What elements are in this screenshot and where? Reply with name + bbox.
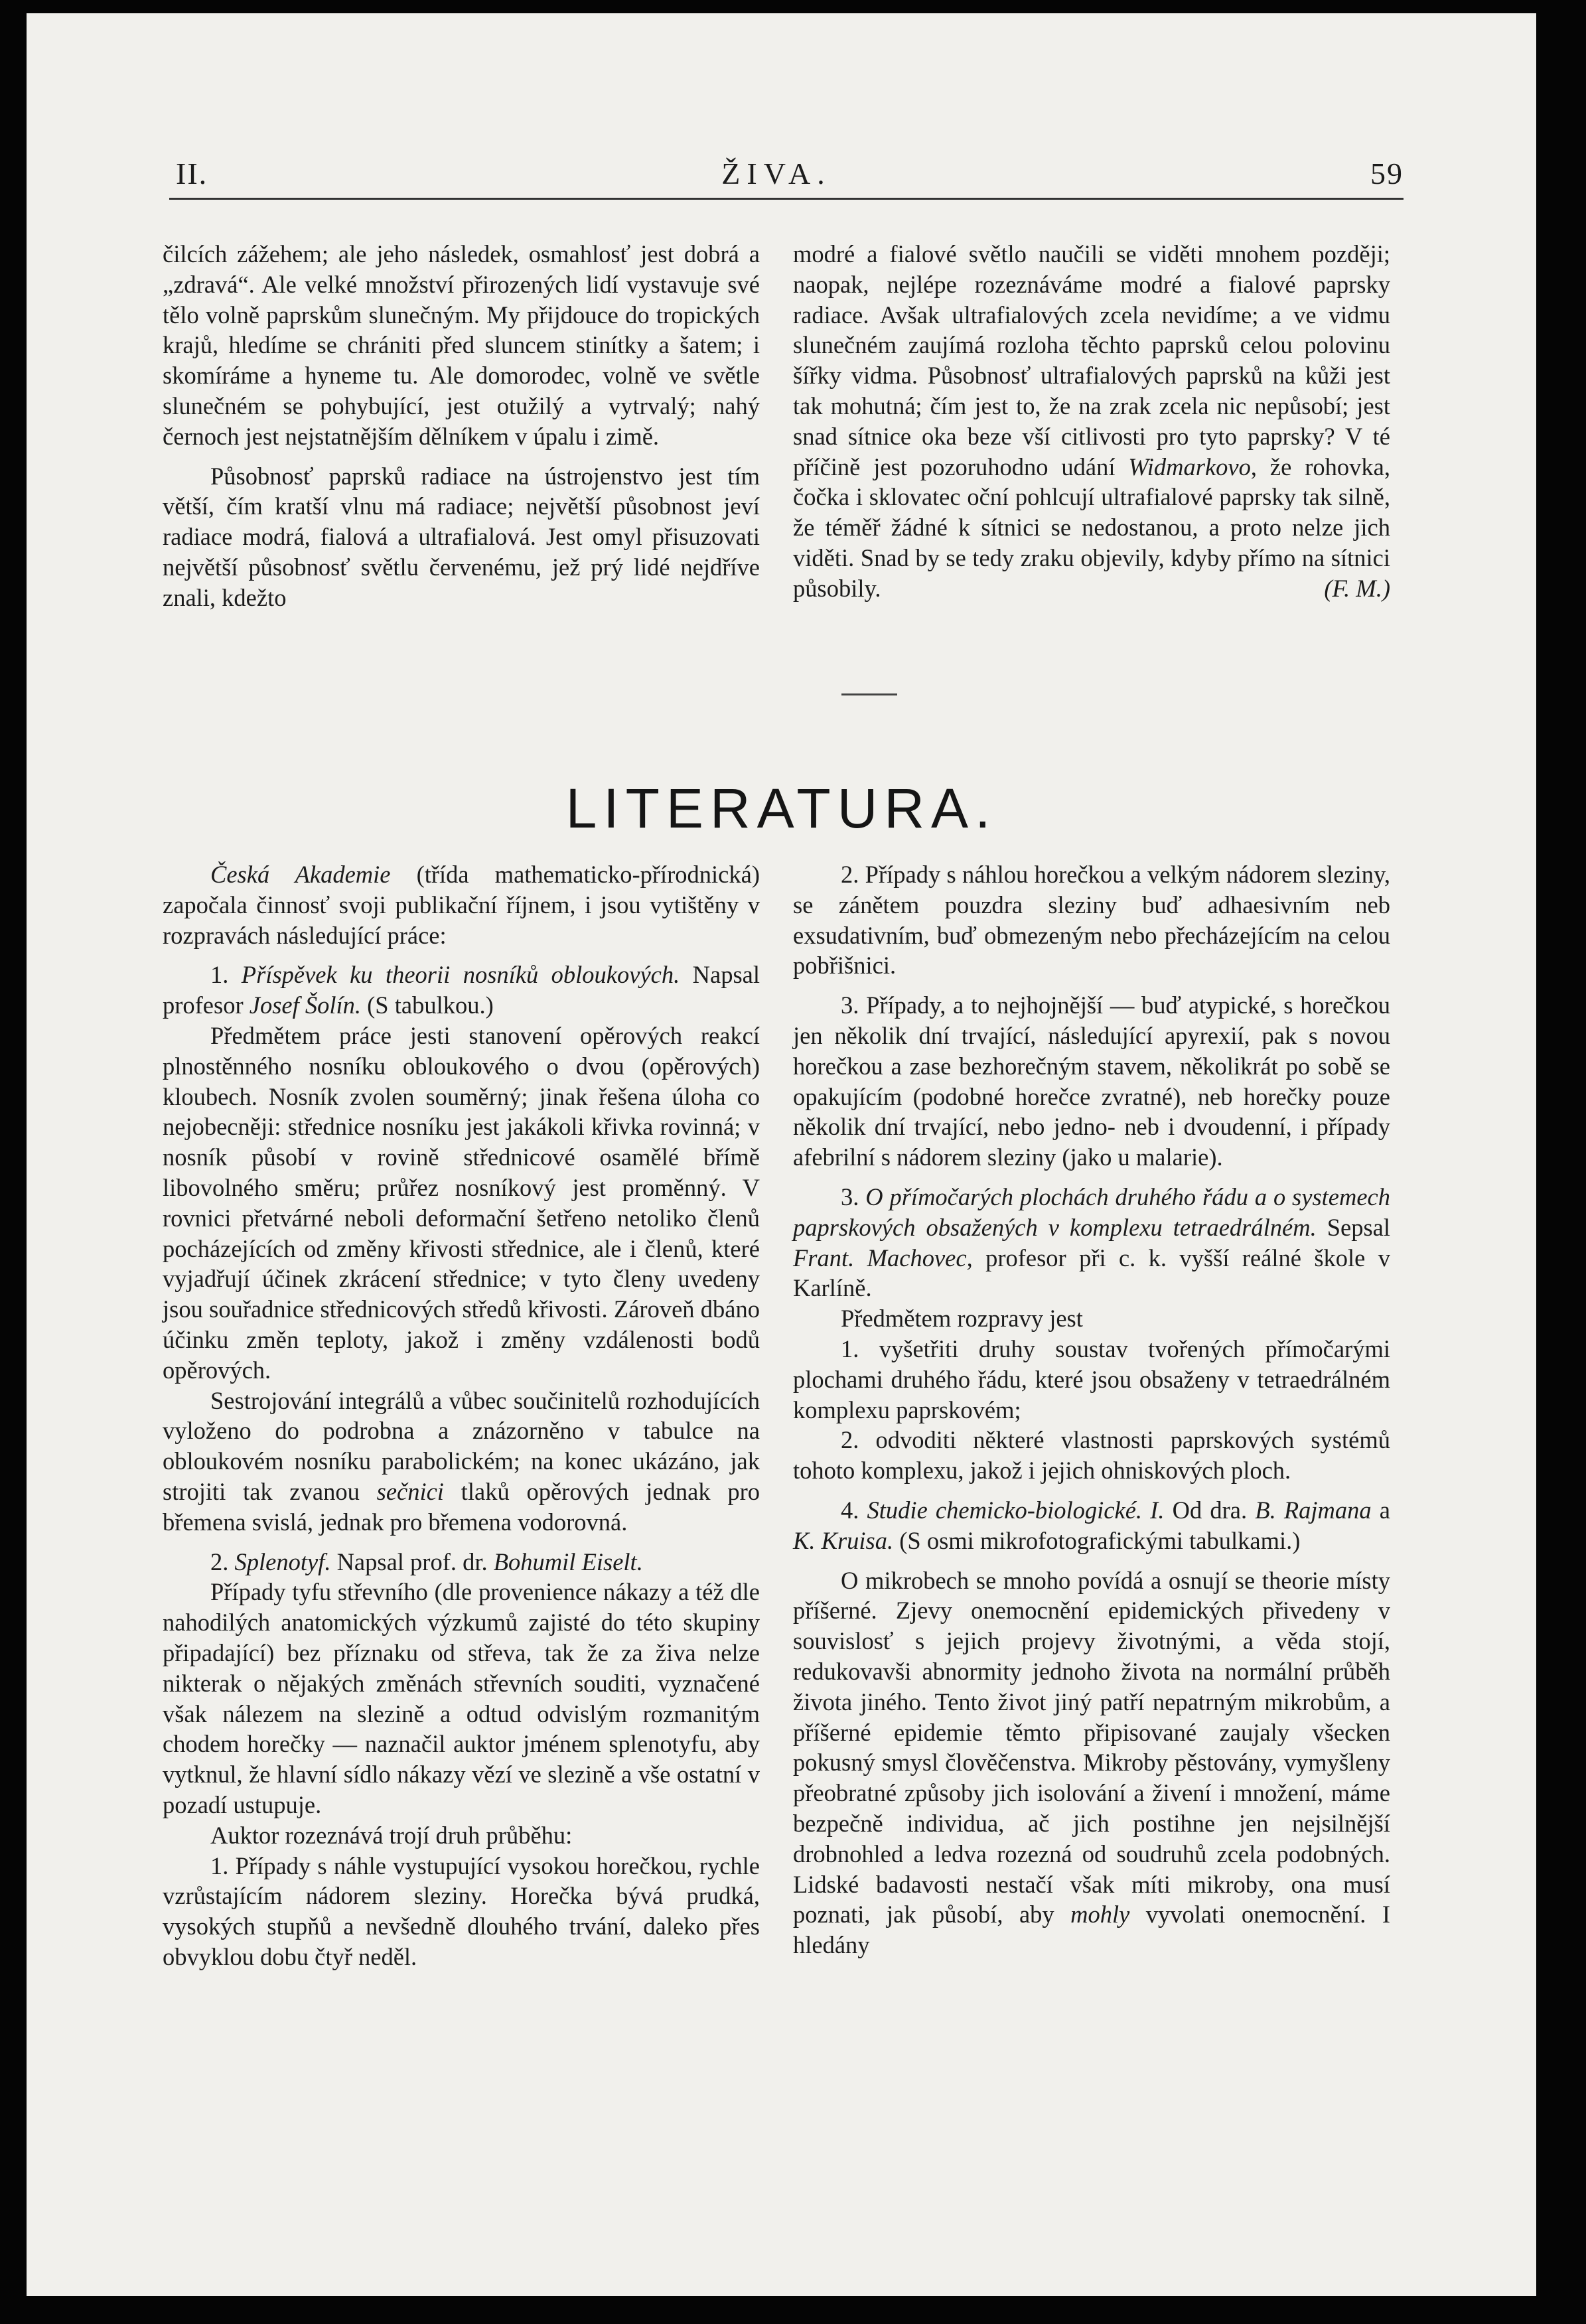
paragraph: Působnosť paprsků radiace na ústrojenstvo jest tím větší, čím kratší vlnu má radiace; největší působnost jeví radiace modrá, fialová a ultrafialová. Jest omyl přisuzovati největší působnosť světlu červenému, jež prý lidé nejdříve znali, kdežto — [163, 462, 760, 611]
top-right-column — [793, 239, 1390, 604]
entry-heading: 3. O přímočarých plochách druhého řádu a o systemech paprskových obsažených v komplexu tetraedrálném. Sepsal Frant. Machovec, profesor při c. k. vyšší reálné škole v Karlíně. — [793, 1183, 1391, 1302]
literature-right-column — [793, 859, 1390, 1960]
section-title: LITERATURA. — [565, 777, 997, 839]
paragraph: 2. odvoditi některé vlastnosti paprskových systémů tohoto komplexu, jakož i jejich ohniskových ploch. — [793, 1426, 1390, 1485]
paragraph: 1. Případy s náhle vystupující vysokou horečkou, rychle vzrůstajícím nádorem sleziny. Horečka bývá prudká, vysokých stupňů a nevšedně dlouhého trvání, daleko přes obvyklou dobu čtyř neděl. — [163, 1852, 760, 1970]
paragraph: Předmětem rozpravy jest — [841, 1305, 1083, 1333]
journal-title: ŽIVA. — [721, 157, 831, 190]
header-rule — [169, 198, 1404, 200]
paragraph: Sestrojování integrálů a vůbec součinitelů rozhodujících vyloženo do podrobna a znázorněno v tabulce na obloukovém nosníku parabolickém; na konec ukázáno, jak strojiti tak zvanou sečnici tlaků opěrových jednak pro břemena svislá, jednak pro břemena vodorovná. — [163, 1386, 760, 1536]
paragraph: O mikrobech se mnoho povídá a osnují se theorie místy příšerné. Zjevy onemocnění epidemických přivedeny v souvislosť s jejich projevy životnými, a věda stojí, redukovavši abnormity jednoho života na normální průběh života jiného. Tento život jiný patří nepatrným mikrobům, a příšerné epidemie těmto připisované zaujaly všecken pokusný smysl člověčenstva. Mikroby pěstovány, vymyšleny přeobratné způsoby jich isolování a živení i množení, máme bezpečně individua, ač jich postihne jen nejsilnější drobnohled a ledva rozezná od soudruhů zcela podobných. Lidské badavosti nestačí však míti mikroby, ona musí poznati, jak působí, aby mohly vyvolati onemocnění. I hledány — [793, 1566, 1390, 1959]
paragraph: Česká Akademie (třída mathematicko-přírodnická) započala činnosť svoji publikační říjnem, i jsou vytištěny v rozpravách následující práce: — [163, 861, 760, 949]
paragraph: čilcích zážehem; ale jeho následek, osmahlosť jest dobrá a „zdravá“. Ale velké množství přirozených lidí vystavuje své tělo volně paprskům slunečným. My přijdouce do tropických krajů, hledíme se chrániti před sluncem stinítky a šatem; i skomíráme a hyneme tu. Ale domorodec, volně ve světle slunečném se pohybující, jest otužilý a vytrvalý; nahý černoch jest nejstatnějším dělníkem v úpalu i zimě. — [163, 240, 760, 450]
page-number: 59 — [1370, 157, 1404, 190]
paragraph: Auktor rozeznává trojí druh průběhu: — [210, 1821, 573, 1849]
paragraph: 2. Případy s náhlou horečkou a velkým nádorem sleziny, se zánětem pouzdra sleziny buď adhaesivním neb exsudativním, buď obmezeným nebo přecházejícím na celou pobřišnici. — [793, 861, 1390, 980]
paragraph: 1. vyšetřiti druhy soustav tvořených přímočarými plochami druhého řádu, které jsou obsaženy v tetraedrálném komplexu paprskovém; — [793, 1335, 1390, 1423]
entry-heading: 4. Studie chemicko-biologické. I. Od dra. B. Rajmana a K. Kruisa. (S osmi mikrofotografickými tabulkami.) — [793, 1496, 1391, 1554]
paragraph: Případy tyfu střevního (dle provenience nákazy a též dle nahodilých anatomických výzkumů zajisté do této skupiny připadající) bez příznaku od střeva, tak že za živa nelze nikterak o nějakých změnách střevních souditi, vyznačené však nálezem na slezině a odtud odvislým rozmanitým chodem horečky — naznačil auktor jménem splenotyfu, aby vytknul, že hlavní sídlo nákazy vězí ve slezině a vše ostatní v pozadí ustupuje. — [163, 1578, 760, 1818]
paragraph: Předmětem práce jesti stanovení opěrových reakcí plnostěnného nosníku obloukového o dvou (opěrových) kloubech. Nosník zvolen souměrný; jinak řešena úloha co nejobecněji: střednice nosníku jest jakákoli křivka rovinná; v nosník působí v rovině střednicové osamělé břímě libovolného směru; průřez nosníkový jest proměnný. V rovnici přetvárné neboli deformační šetřeno netoliko členů pocházejících od změny křivosti střednice, ale i členů, které vyjadřují účinek zkrácení střednice; v tyto členy uvedeny jsou souřadnice střednicových středů křivosti. Zároveň dbáno účinku změn teploty, jakož i změny vzdálenosti bodů opěrových. — [163, 1021, 760, 1384]
literature-left-column — [163, 859, 760, 1972]
top-left-column — [163, 239, 760, 613]
author-signature: (F. M.) — [1324, 574, 1390, 602]
volume-number: II. — [176, 157, 208, 190]
page — [27, 13, 1536, 2296]
cited-name: Widmarkovo — [1128, 453, 1251, 480]
article-separator — [841, 693, 897, 695]
entry-heading: 1. Příspěvek ku theorii nosníků obloukových. Napsal profesor Josef Šolín. (S tabulkou.) — [163, 961, 760, 1019]
paragraph: 3. Případy, a to nejhojnější — buď atypické, s horečkou jen několik dní trvající, následující apyrexií, pak s novou horečkou a zase bezhorečným stavem, několikrát po sobě se opakujícím (podobné horečce zvratné), neb horečky pouze několik dní trvající, nebo jedno- neb i dvoudenní, i případy afebrilní s nádorem sleziny (jako u malarie). — [793, 991, 1390, 1171]
paragraph: modré a fialové světlo naučili se viděti mnohem později; naopak, nejlépe rozeznáváme modré a fialové paprsky radiace. Avšak ultrafialových zcela nevidíme; a ve vidmu slunečném zaujímá rozloha těchto paprsků celou polovinu šířky vidma. Působnosť ultrafialových paprsků na kůži jest tak mohutná; čím jest to, že na zrak zcela nic nepůsobí; jest snad sítnice oka beze vší citlivosti pro tyto paprsky? V té příčině jest pozoruhodno udání Widmarkovo, že rohovka, čočka i sklovatec oční pohlcují ultrafialové paprsky tak silně, že téměř žádné k sítnici se nedostanou, a proto nelze jich viděti. Snad by se tedy zraku objevily, kdyby přímo na sítnici působily. (F. M.) — [793, 239, 1390, 604]
entry-heading: 2. Splenotyf. Napsal prof. dr. Bohumil Eiselt. — [210, 1548, 643, 1575]
